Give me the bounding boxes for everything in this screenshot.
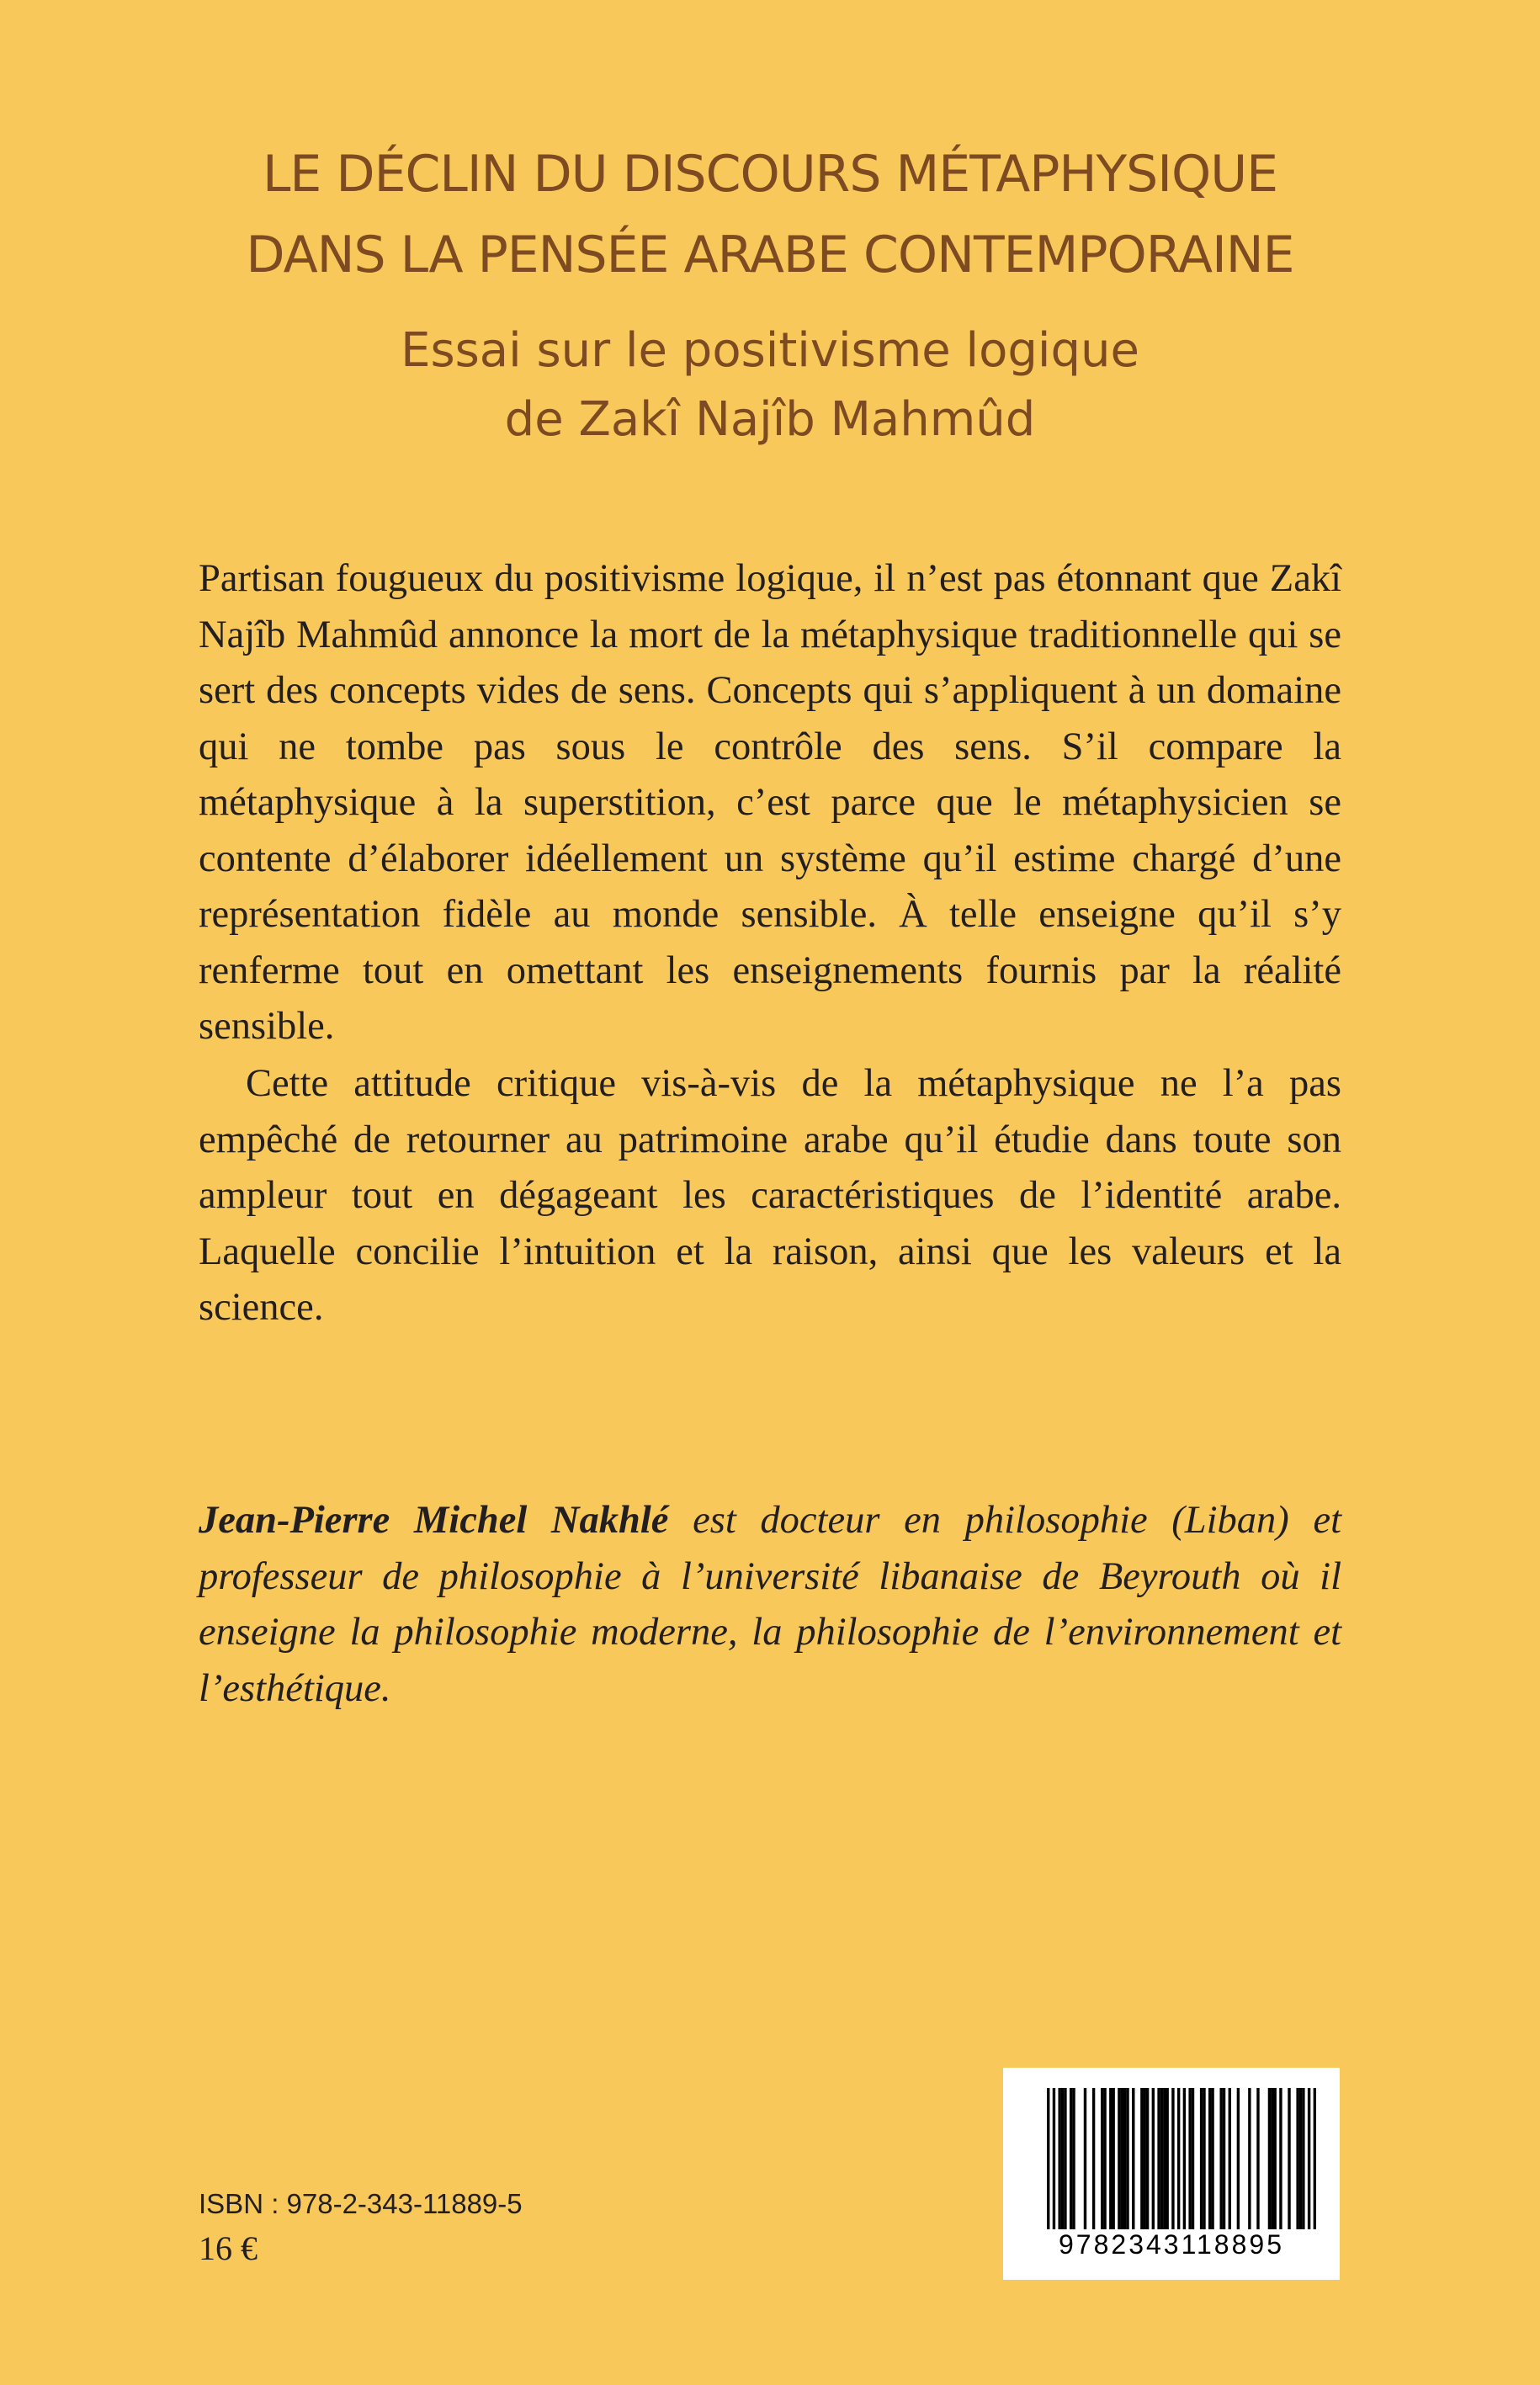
barcode-bar bbox=[1219, 2088, 1222, 2229]
barcode bbox=[1003, 2068, 1340, 2280]
barcode-bar bbox=[1314, 2088, 1316, 2229]
barcode-bar bbox=[1103, 2088, 1106, 2229]
barcode-bar bbox=[1188, 2088, 1191, 2229]
barcode-bar bbox=[1058, 2088, 1060, 2229]
barcode-bar bbox=[1101, 2088, 1103, 2229]
barcode-bar bbox=[1152, 2088, 1155, 2229]
barcode-bar bbox=[1132, 2088, 1134, 2229]
book-subtitle-line-1: Essai sur le positivisme logique bbox=[401, 323, 1139, 378]
author-bio bbox=[199, 1493, 1341, 1717]
barcode-bar bbox=[1123, 2088, 1126, 2229]
barcode-bar bbox=[1047, 2088, 1049, 2229]
author-bio-text: est docteur en philosophie (Liban) et professeur de philosophie à l’université libanaise de Beyrouth où il enseigne la philosophie moderne, la philosophie de l’environnement et l’esthétique. bbox=[199, 1499, 1341, 1710]
isbn: ISBN : 978-2-343-11889-5 bbox=[199, 2188, 523, 2219]
barcode-bar bbox=[1084, 2088, 1086, 2229]
barcode-bar bbox=[1211, 2088, 1213, 2229]
barcode-bar bbox=[1203, 2088, 1205, 2229]
barcode-bar bbox=[1237, 2088, 1240, 2229]
barcode-bar bbox=[1177, 2088, 1180, 2229]
book-title-line-1: LE DÉCLIN DU DISCOURS MÉTAPHYSIQUE bbox=[262, 145, 1278, 204]
barcode-bar bbox=[1144, 2088, 1146, 2229]
barcode-bar bbox=[1192, 2088, 1194, 2229]
book-subtitle-line-2: de Zakî Najîb Mahmûd bbox=[504, 392, 1036, 447]
barcode-bar bbox=[1256, 2088, 1259, 2229]
barcode-bar bbox=[1183, 2088, 1186, 2229]
barcode-bar bbox=[1118, 2088, 1120, 2229]
barcode-bar bbox=[1229, 2088, 1231, 2229]
barcode-bar bbox=[1053, 2088, 1055, 2229]
barcode-number: 9782343118895 bbox=[1059, 2229, 1284, 2260]
barcode-bar bbox=[1288, 2088, 1290, 2229]
blurb-paragraph-2: Cette attitude critique vis-à-vis de la métaphysique ne l’a pas empêché de retourner au patrimoine arabe qu’il étudie dans toute son ampleur tout en dégageant les caractéristiques de l’identité arabe. Laquelle concilie l’intuition et la raison, ainsi que les valeurs et la science. bbox=[199, 1062, 1341, 1329]
book-title-line-2: DANS LA PENSÉE ARABE CONTEMPORAINE bbox=[246, 226, 1294, 284]
barcode-bar bbox=[1160, 2088, 1163, 2229]
barcode-bar bbox=[1166, 2088, 1168, 2229]
barcode-bar bbox=[1163, 2088, 1166, 2229]
barcode-bar bbox=[1200, 2088, 1203, 2229]
author-name: Jean-Pierre Michel Nakhlé bbox=[199, 1499, 669, 1542]
barcode-bar bbox=[1299, 2088, 1302, 2229]
barcode-bars bbox=[1047, 2088, 1316, 2229]
barcode-bar bbox=[1302, 2088, 1304, 2229]
barcode-bar bbox=[1271, 2088, 1273, 2229]
barcode-bar bbox=[1109, 2088, 1112, 2229]
barcode-bar bbox=[1208, 2088, 1211, 2229]
barcode-bar bbox=[1072, 2088, 1075, 2229]
barcode-bar bbox=[1112, 2088, 1114, 2229]
barcode-bar bbox=[1268, 2088, 1271, 2229]
barcode-bar bbox=[1248, 2088, 1251, 2229]
barcode-bar bbox=[1092, 2088, 1095, 2229]
barcode-bar bbox=[1126, 2088, 1128, 2229]
barcode-bar bbox=[1061, 2088, 1064, 2229]
barcode-bar bbox=[1273, 2088, 1276, 2229]
barcode-bar bbox=[1121, 2088, 1123, 2229]
barcode-bar bbox=[1279, 2088, 1282, 2229]
barcode-bar bbox=[1070, 2088, 1072, 2229]
barcode-bar bbox=[1223, 2088, 1225, 2229]
barcode-bar bbox=[1296, 2088, 1298, 2229]
barcode-bar bbox=[1308, 2088, 1310, 2229]
barcode-bar bbox=[1140, 2088, 1143, 2229]
barcode-bar bbox=[1064, 2088, 1066, 2229]
barcode-bar bbox=[1157, 2088, 1160, 2229]
barcode-bar bbox=[1146, 2088, 1149, 2229]
barcode-bar bbox=[1171, 2088, 1174, 2229]
price: 16 € bbox=[199, 2229, 258, 2267]
blurb-paragraph-1: Partisan fougueux du positivisme logique, il n’est pas étonnant que Zakî Najîb Mahmûd annonce la mort de la métaphysique traditionnelle qui se sert des concepts vides de sens. Concepts qui s’appliquent à un domaine qui ne tombe pas sous le contrôle des sens. S’il compare la métaphysique à la superstition, c’est parce que le métaphysicien se contente d’élaborer idéellement un système qu’il estime chargé d’une représentation fidèle au monde sensible. À telle enseigne qu’il s’y renferme tout en omettant les enseignements fournis par la réalité sensible. bbox=[199, 557, 1341, 1048]
